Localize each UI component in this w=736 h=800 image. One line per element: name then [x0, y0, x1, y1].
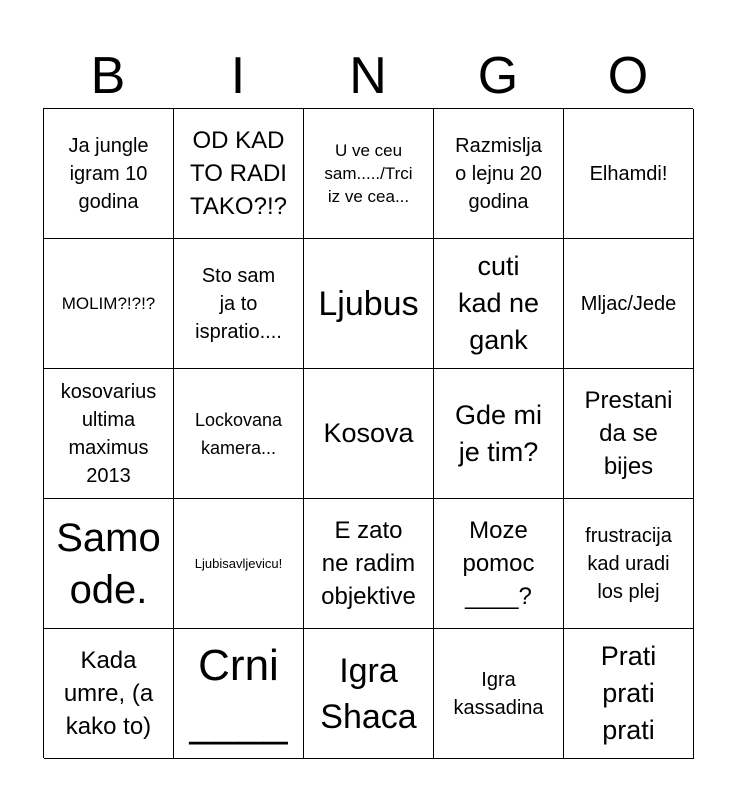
bingo-cell[interactable]: Lockovana kamera... — [174, 369, 304, 499]
bingo-cell[interactable]: Sto sam ja to ispratio.... — [174, 239, 304, 369]
bingo-cell[interactable]: Gde mi je tim? — [434, 369, 564, 499]
bingo-cell[interactable]: Igra kassadina — [434, 629, 564, 759]
bingo-cell[interactable]: Razmislja o lejnu 20 godina — [434, 109, 564, 239]
bingo-cell[interactable]: Moze pomoc ____? — [434, 499, 564, 629]
bingo-cell[interactable]: Kada umre, (a kako to) — [44, 629, 174, 759]
header-letter: I — [230, 47, 246, 105]
bingo-cell[interactable]: Ja jungle igram 10 godina — [44, 109, 174, 239]
bingo-grid — [43, 108, 693, 758]
bingo-cell[interactable]: Elhamdi! — [564, 109, 694, 239]
bingo-cell[interactable]: Ljubisavljevicu! — [174, 499, 304, 629]
header-letter: G — [477, 47, 519, 105]
bingo-cell[interactable]: Ljubus — [304, 239, 434, 369]
bingo-cell[interactable]: Kosova — [304, 369, 434, 499]
bingo-header — [43, 44, 693, 108]
bingo-cell[interactable]: Crni ____ — [174, 629, 304, 759]
header-letter: O — [607, 47, 649, 105]
bingo-cell[interactable]: cuti kad ne gank — [434, 239, 564, 369]
bingo-cell[interactable]: U ve ceu sam...../Trci iz ve cea... — [304, 109, 434, 239]
bingo-cell[interactable]: Igra Shaca — [304, 629, 434, 759]
bingo-cell[interactable]: E zato ne radim objektive — [304, 499, 434, 629]
header-letter: N — [349, 47, 387, 105]
bingo-cell[interactable]: kosovarius ultima maximus 2013 — [44, 369, 174, 499]
bingo-cell[interactable]: MOLIM?!?!? — [44, 239, 174, 369]
bingo-cell[interactable]: frustracija kad uradi los plej — [564, 499, 694, 629]
bingo-cell[interactable]: Mljac/Jede — [564, 239, 694, 369]
header-letter: B — [90, 47, 126, 105]
bingo-cell[interactable]: Prati prati prati — [564, 629, 694, 759]
bingo-cell[interactable]: OD KAD TO RADI TAKO?!? — [174, 109, 304, 239]
bingo-cell[interactable]: Prestani da se bijes — [564, 369, 694, 499]
bingo-cell[interactable]: Samo ode. — [44, 499, 174, 629]
